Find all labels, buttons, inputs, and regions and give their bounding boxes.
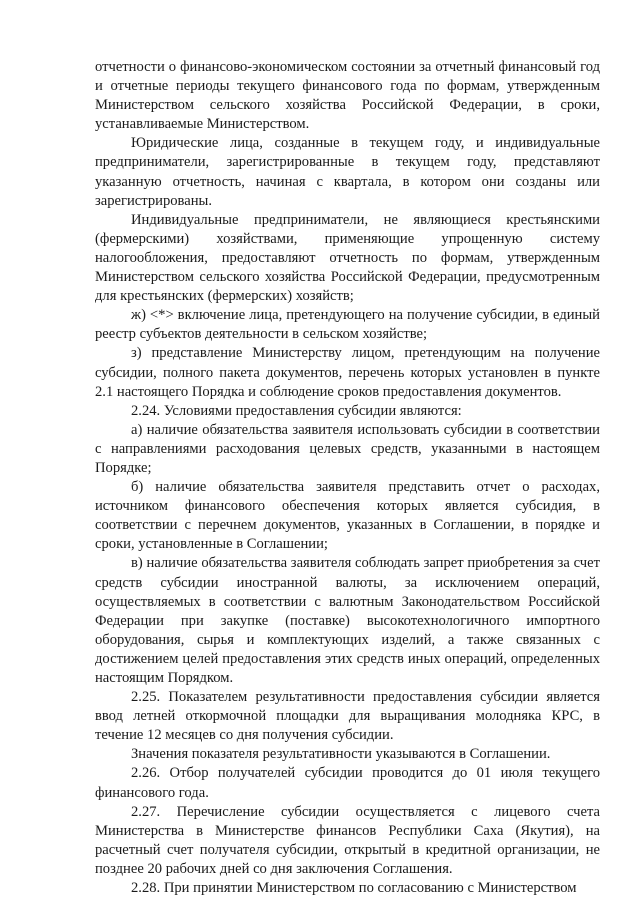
paragraph-item-v: в) наличие обязательства заявителя соблюдать запрет приобретения за счет средств субсидии иностранной валюты, за исключением операций, осуществляемых в соответствии с валютным Законодательством Российской Федерации при закупке (поставке) высокотехнологичного импортного оборудования, сырья и комплектующих изделий, а также связанных с достижением целей предоставления этих средств иных операций, определенных настоящим Порядком. (95, 555, 600, 686)
paragraph-individual-entrepreneurs: Индивидуальные предприниматели, не являющиеся крестьянскими (фермерскими) хозяйствами, применяющие упрощенную систему налогообложения, предоставляют отчетность по формам, утвержденным Министерством сельского хозяйства Российской Федерации, предусмотренным для крестьянских (фермерских) хозяйств; (95, 211, 600, 305)
document-page (95, 58, 600, 898)
paragraph-item-b: б) наличие обязательства заявителя представить отчет о расходах, источником финансового обеспечения которых является субсидия, в соответствии с перечнем документов, указанных в Соглашении, в порядке и сроки, установленные в Соглашении; (95, 479, 600, 553)
paragraph-2-25: 2.25. Показателем результативности предоставления субсидии является ввод летней откормочной площадки для выращивания молодняка КРС, в течение 12 месяцев со дня получения субсидии. (95, 689, 600, 744)
paragraph-indicator-values: Значения показателя результативности указываются в Соглашении. (131, 746, 551, 763)
paragraph-2-28: 2.28. При принятии Министерством по согласованию с Министерством (131, 880, 577, 897)
paragraph-2-27: 2.27. Перечисление субсидии осуществляется с лицевого счета Министерства в Министерстве финансов Республики Саха (Якутия), на расчетный счет получателя субсидии, открытый в кредитной организации, не позднее 20 рабочих дней со дня заключения Соглашения. (95, 803, 600, 877)
paragraph-2-24: 2.24. Условиями предоставления субсидии являются: (131, 402, 462, 419)
paragraph-item-zh: ж) <*> включение лица, претендующего на получение субсидии, в единый реестр субъектов деятельности в сельском хозяйстве; (95, 307, 600, 343)
paragraph-2-26: 2.26. Отбор получателей субсидии проводится до 01 июля текущего финансового года. (95, 765, 600, 801)
paragraph-continuation: отчетности о финансово-экономическом состоянии за отчетный финансовый год и отчетные периоды текущего финансового года по формам, утвержденным Министерством сельского хозяйства Российской Федерации, в сроки, устанавливаемые Министерством. (95, 59, 600, 133)
paragraph-item-z: з) представление Министерству лицом, претендующим на получение субсидии, полного пакета документов, перечень которых установлен в пункте 2.1 настоящего Порядка и соблюдение сроков предоставления документов. (95, 345, 600, 400)
paragraph-item-a: а) наличие обязательства заявителя использовать субсидии в соответствии с направлениями расходования целевых средств, указанными в настоящем Порядке; (95, 421, 600, 476)
paragraph-new-entities-reporting: Юридические лица, созданные в текущем году, и индивидуальные предприниматели, зарегистрированные в текущем году, представляют указанную отчетность, начиная с квартала, в котором они созданы или зарегистрированы. (95, 135, 600, 209)
